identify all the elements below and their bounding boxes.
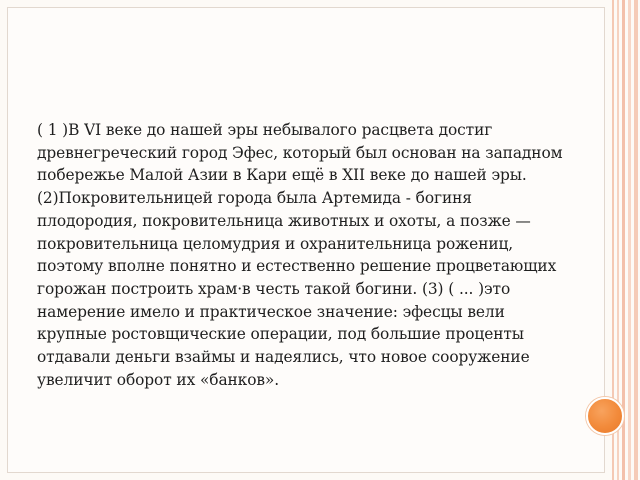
decorative-stripe: [634, 0, 638, 480]
decorative-stripe: [628, 0, 631, 480]
orange-circle-icon: [586, 397, 624, 435]
body-paragraph: ( 1 )В VI веке до нашей эры небывалого расцвета достиг древнегреческий город Эфес, который был основан на западном побережье Малой Азии в Кари ещё в XII веке до нашей эры. (2)Покровительницей города была Артемида - богиня плодородия, покровительница животных и охоты, а позже — покровительница целомудрия и охранительница рожениц, поэтому вполне понятно и естественно решение процветающих горожан построить храм·в честь такой богини. (3) ( ... )это намерение имело и практическое значение: эфесцы вели крупные ростовщические операции, под большие проценты отдавали деньги взаймы и надеялись, что новое сооружение увеличит оборот их «банков».: [37, 121, 563, 389]
